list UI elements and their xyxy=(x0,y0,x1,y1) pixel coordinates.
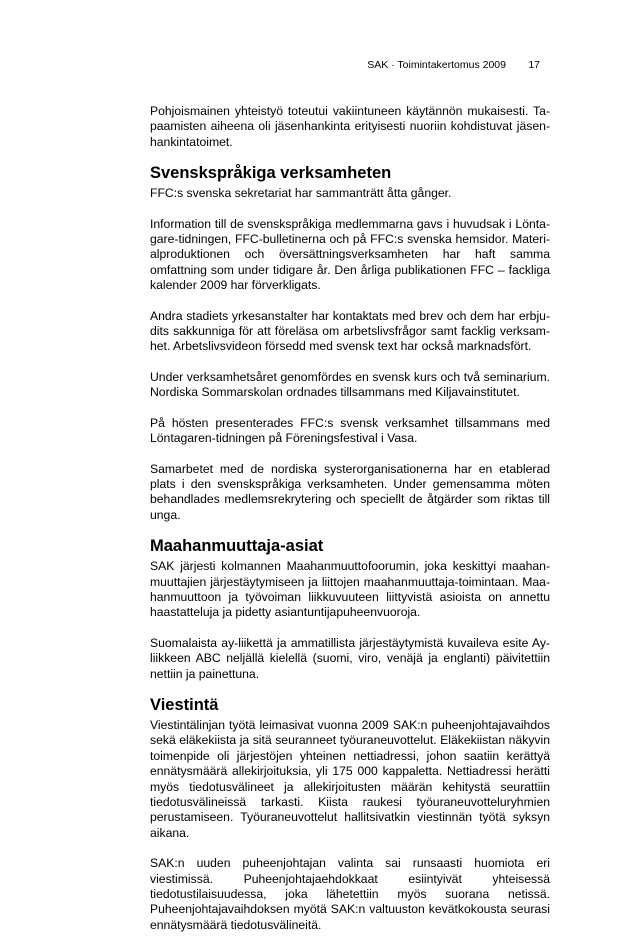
intro-paragraph: Pohjoismainen yhteistyö toteutui vakiintuneen käytännön mukaisesti. Tapaamisten aiheena oli jäsenhankinta erityisesti nuoriin kohdistuvat jäsenhankintatoimet. xyxy=(150,104,550,149)
page-body xyxy=(150,104,550,948)
page-header xyxy=(150,57,554,73)
viestinta-paragraph-1: Viestintälinjan työtä leimasivat vuonna 2009 SAK:n puheenjohtajavaihdos sekä eläkekiista ja sitä seuranneet työuraneuvottelut. Eläkekiistan näkyvin toimenpide oli järjestöjen yhteinen nettiadressi, johon saatiin kerättyä ennätysmäärä allekirjoituksia, yli 175 000 kappaletta. Nettiadressi herätti myös tiedotusvälineet ja allekirjoitusten määrän kehitystä seurattiin tiedotusvälineissä tarkasti. Kiista raukesi työuraneuvotteluryhmien perustamiseen. Työuraneuvottelut hallitsivatkin viestinnän työtä syksyn aikana. xyxy=(150,717,550,840)
maahanmuuttaja-paragraph-1: SAK järjesti kolmannen Maahanmuuttofoorumin, joka keskittyi maahanmuuttajien järjestäytymiseen ja liittojen maahanmuuttaja-toimintaan. Maahanmuuttoon ja työvoiman liikkuvuuteen liittyvistä asioista on annettu haastatteluja ja pidetty asiantuntijapuheenvuoroja. xyxy=(150,559,550,620)
svenska-paragraph-3: Andra stadiets yrkesanstalter har kontaktats med brev och dem har erbjudits sakkunniga för att föreläsa om arbetslivsfrågor samt facklig verksamhet. Arbetslivsvideon försedd med svensk text har också marknadsfört. xyxy=(150,308,550,354)
section-heading-viestinta: Viestintä xyxy=(150,695,219,714)
svenska-paragraph-2: Information till de svenskspråkiga medlemmarna gavs i huvudsak i Löntagare-tidningen, FFC-bulletinerna och på FFC:s svenska hemsidor. Materialproduktionen och översättningsverksamheten har haft samma omfattning som under tidigare år. Den årliga publikationen FFC – fackliga kalender 2009 har förverkligats. xyxy=(150,216,550,293)
section-heading-svenska: Svenskspråkiga verksamheten xyxy=(150,164,392,183)
maahanmuuttaja-paragraph-2: Suomalaista ay-liikettä ja ammatillista järjestäytymistä kuvaileva esite Ay-liikkeen ABC neljällä kielellä (suomi, viro, venäjä ja englanti) päivitettiin nettiin ja painettuna. xyxy=(150,635,550,681)
svenska-paragraph-4: Under verksamhetsåret genomfördes en svensk kurs och två seminarium. Nordiska Sommarskolan ordnades tillsammans med Kiljavainstitutet. xyxy=(150,369,550,400)
running-title: SAK · Toimintakertomus 2009 xyxy=(367,59,506,71)
svenska-paragraph-5: På hösten presenterades FFC:s svensk verksamhet tillsammans med Löntagaren-tidningen på Föreningsfestival i Vasa. xyxy=(150,415,550,446)
svenska-paragraph-6: Samarbetet med de nordiska systerorganisationerna har en etablerad plats i den svenskspråkiga verksamheten. Under gemensamma möten behandlades medlemsrekrytering och speciellt de åtgärder som riktas till unga. xyxy=(150,461,550,522)
svenska-paragraph-1: FFC:s svenska sekretariat har sammanträtt åtta gånger. xyxy=(150,186,452,201)
page-number: 17 xyxy=(528,59,540,71)
section-heading-maahanmuuttaja: Maahanmuuttaja-asiat xyxy=(150,537,324,556)
viestinta-paragraph-2: SAK:n uuden puheenjohtajan valinta sai runsaasti huomiota eri viestimissä. Puheenjohtajaehdokkaat esiintyivät yhteisessä tiedotustilaisuudessa, joka lähetettiin myös suorana netissä. Puheenjohtajavaihdoksen myötä SAK:n valtuuston kevätkokousta seurasi ennätysmäärä tiedotusvälineitä. xyxy=(150,856,550,932)
